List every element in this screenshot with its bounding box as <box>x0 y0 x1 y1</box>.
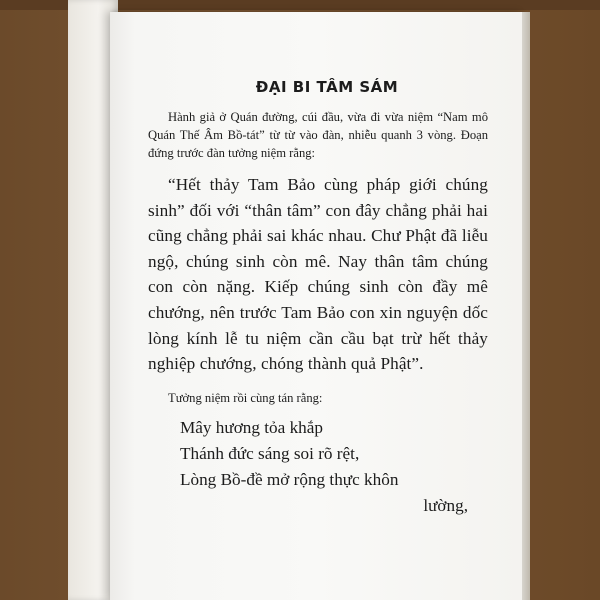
verse-block <box>148 415 488 519</box>
second-intro-paragraph: Tưởng niệm rồi cùng tán rằng: <box>168 390 323 405</box>
verse-line: Lòng Bồ-đề mở rộng thực khôn <box>180 469 399 489</box>
intro-paragraph: Hành giả ở Quán đường, cúi đầu, vừa đi vừa niệm “Nam mô Quán Thế Âm Bồ-tát” từ từ vào đàn, nhiễu quanh 3 vòng. Đoạn đứng trước đàn tưởng niệm rằng: <box>148 110 488 160</box>
verse-line: Thánh đức sáng soi rõ rệt, <box>180 443 360 463</box>
page-title: ĐẠI BI TÂM SÁM <box>255 78 399 96</box>
verse-line: lường, <box>423 495 468 515</box>
page-edge <box>522 12 530 600</box>
page-content <box>148 78 488 519</box>
verse-line: Mây hương tỏa khắp <box>180 417 323 437</box>
prayer-paragraph: “Hết thảy Tam Bảo cùng pháp giới chúng sinh” đối với “thân tâm” con đây chẳng phải hai cũng chẳng phải sai khác nhau. Chư Phật đã liễu ngộ, chúng sinh còn mê. Nay thân tâm chúng con còn nặng. Kiếp chúng sinh còn đầy mê chướng, nên trước Tam Bảo con xin nguyện dốc lòng kính lễ tu niệm cần cầu bạt trừ hết thảy nghiệp chướng, chóng thành quả Phật”. <box>148 175 488 374</box>
